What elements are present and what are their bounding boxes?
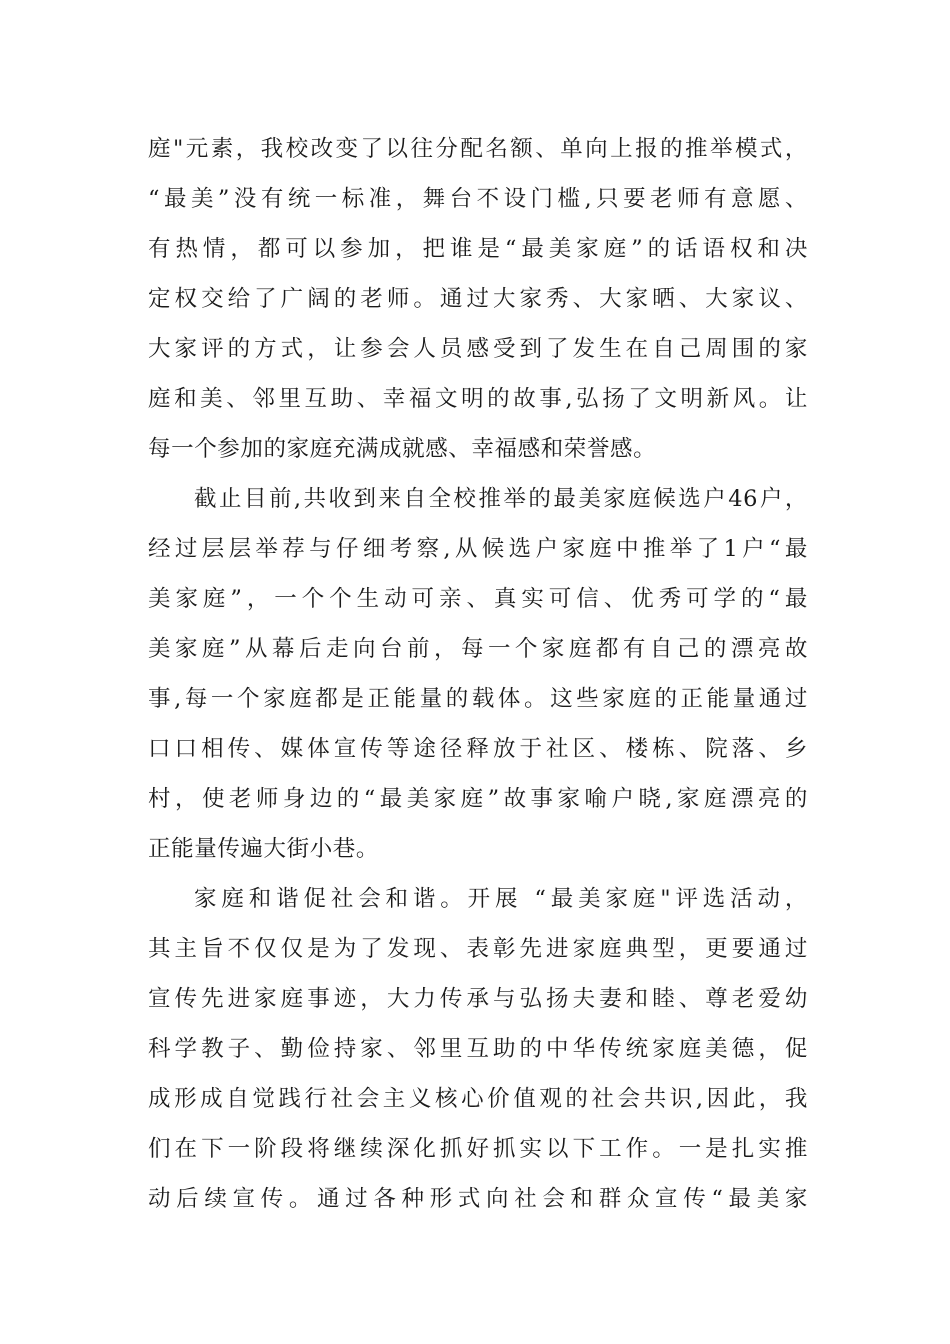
text-line: 动后续宣传。通过各种形式向社会和群众宣传“最美家 (148, 1186, 808, 1212)
text-line: 口口相传、媒体宣传等途径释放于社区、楼栋、院落、乡 (148, 736, 808, 762)
text-line: 定权交给了广阔的老师。通过大家秀、大家晒、大家议、 (148, 286, 808, 312)
text-line: 美家庭”从幕后走向台前，每一个家庭都有自己的漂亮故 (148, 636, 808, 662)
text-line: 庭和美、邻里互助、幸福文明的故事,弘扬了文明新风。让 (148, 386, 808, 412)
text-line: 成形成自觉践行社会主义核心价值观的社会共识,因此，我 (148, 1086, 808, 1112)
text-line: 美家庭”，一个个生动可亲、真实可信、优秀可学的“最 (148, 586, 808, 612)
text-line: 正能量传遍大街小巷。 (148, 836, 380, 862)
text-line: 有热情，都可以参加，把谁是“最美家庭”的话语权和决 (148, 236, 808, 262)
text-line: 每一个参加的家庭充满成就感、幸福感和荣誉感。 (148, 436, 657, 462)
text-line: 村，使老师身边的“最美家庭”故事家喻户晓,家庭漂亮的 (148, 786, 808, 812)
text-line: 事,每一个家庭都是正能量的载体。这些家庭的正能量通过 (148, 686, 808, 712)
text-line: 家庭和谐促社会和谐。开展 “最美家庭"评选活动， (194, 886, 808, 912)
text-line: 截止目前,共收到来自全校推举的最美家庭候选户46户， (194, 486, 808, 512)
text-line: 们在下一阶段将继续深化抓好抓实以下工作。一是扎实推 (148, 1136, 808, 1162)
text-line: 大家评的方式，让参会人员感受到了发生在自己周围的家 (148, 336, 808, 362)
text-line: “最美”没有统一标准，舞台不设门槛,只要老师有意愿、 (148, 186, 808, 212)
text-line: 经过层层举荐与仔细考察,从候选户家庭中推举了1户“最 (148, 536, 808, 562)
text-line: 庭"元素，我校改变了以往分配名额、单向上报的推举模式， (148, 136, 808, 162)
text-line: 科学教子、勤俭持家、邻里互助的中华传统家庭美德，促 (148, 1036, 808, 1062)
text-line: 其主旨不仅仅是为了发现、表彰先进家庭典型，更要通过 (148, 936, 808, 962)
document-body (148, 124, 808, 1224)
text-line: 宣传先进家庭事迹，大力传承与弘扬夫妻和睦、尊老爱幼 (148, 986, 808, 1012)
